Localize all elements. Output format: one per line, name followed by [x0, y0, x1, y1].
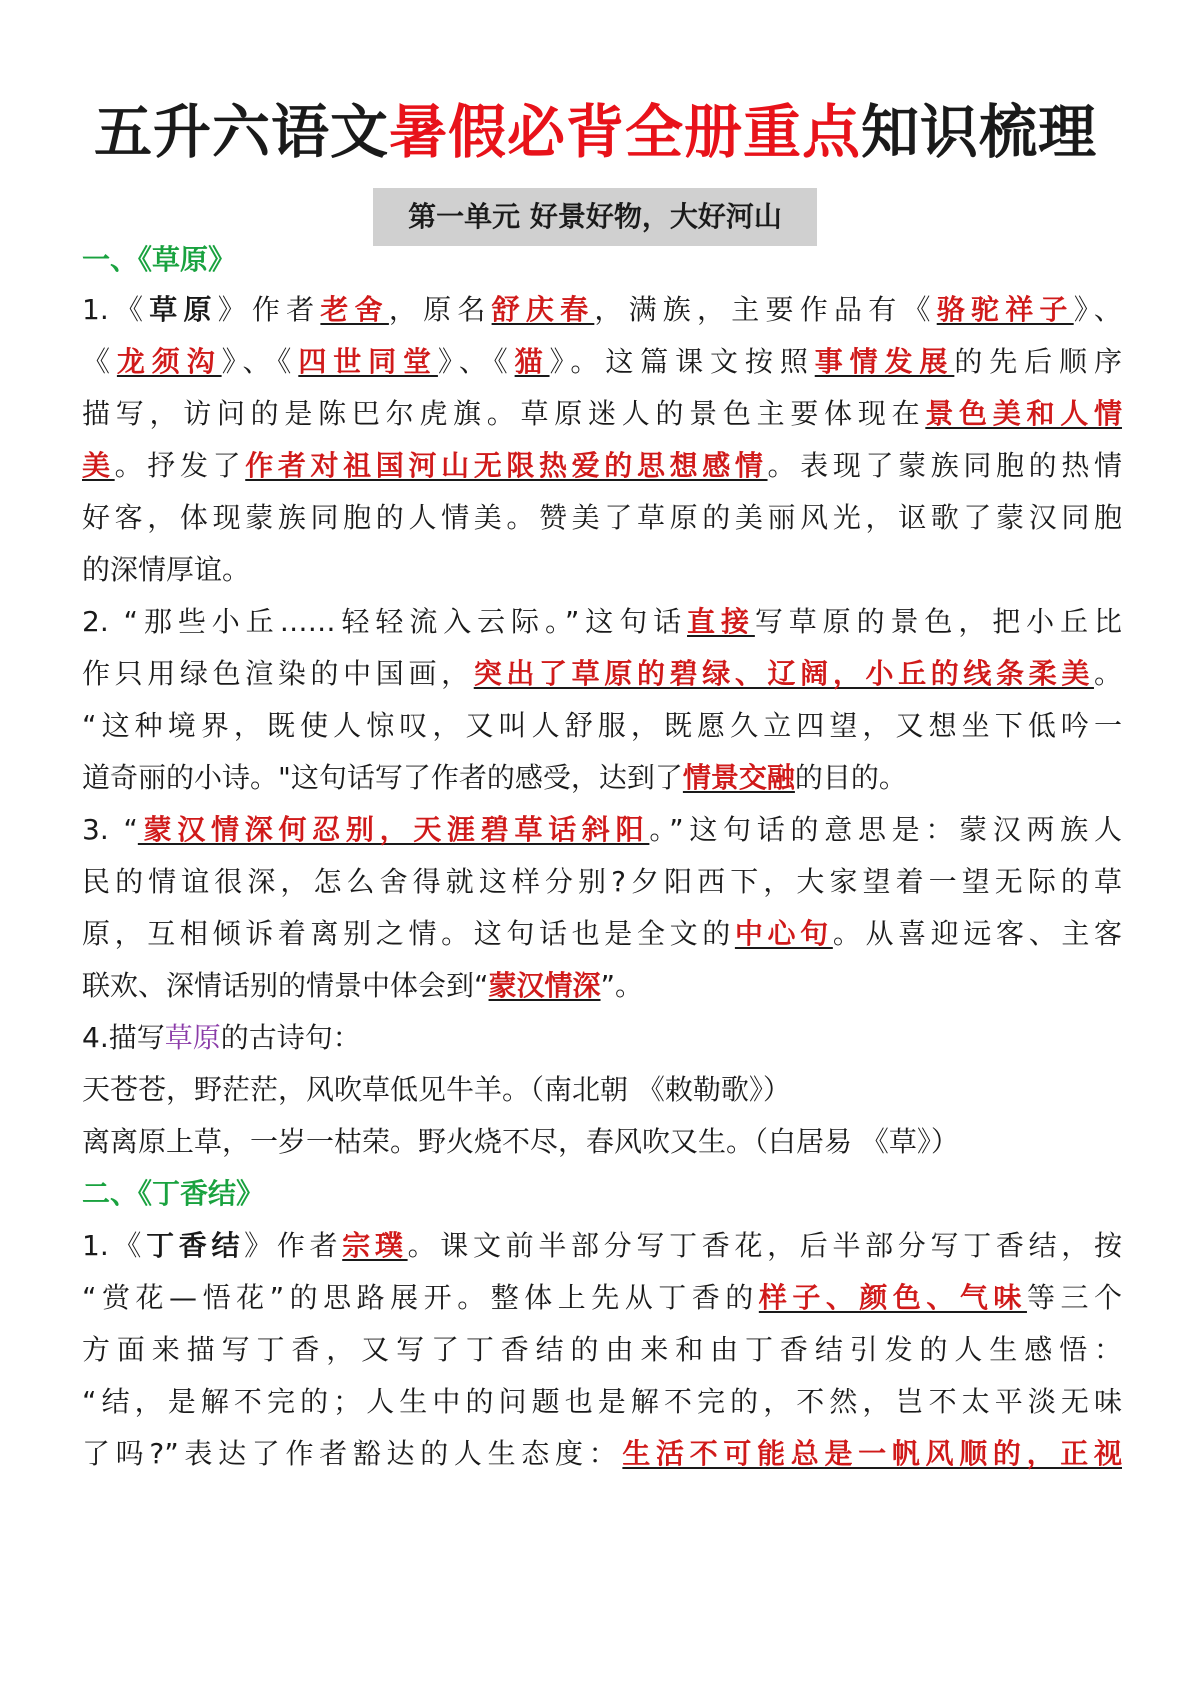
key-term: 生活不可能总是一帆风顺的，正视	[622, 1437, 1122, 1470]
key-term: 蒙汉情深何忍别，天涯碧草话斜阳	[137, 813, 650, 846]
text-segment: ”。	[600, 969, 644, 1002]
key-term: 作者对祖国河山无限热爱的思想感情	[245, 449, 768, 482]
text-segment: ，原名	[388, 293, 492, 326]
key-term: 直接	[687, 605, 755, 638]
key-term: 景色美和人情	[925, 397, 1122, 430]
text-line	[82, 1018, 1122, 1058]
text-segment: 了吗?”表达了作者豁达的人生态度：	[82, 1437, 623, 1470]
text-segment: 作只用绿色渲染的中国画，	[82, 657, 474, 690]
page-title	[0, 92, 1191, 172]
key-term: 老舍	[320, 293, 389, 326]
text-segment: 。抒发了	[114, 449, 246, 482]
text-segment: 写草原的景色，把小丘比	[754, 605, 1122, 638]
text-segment: 》。这篇课文按照	[549, 345, 815, 378]
text-line	[82, 810, 1122, 850]
key-term: 样子、颜色、气味	[758, 1281, 1027, 1314]
poem-line: 天苍苍，野茫茫，风吹草低见牛羊。（南北朝 《敕勒歌》）	[82, 1073, 791, 1106]
text-segment: 联欢、深情话别的情景中体会到“	[82, 969, 489, 1002]
text-line	[82, 394, 1122, 434]
text-line	[82, 914, 1122, 954]
text-segment: ，满族，主要作品有《	[594, 293, 937, 326]
text-segment: 的先后顺序	[954, 345, 1122, 378]
title-highlight: 暑假必背全册重点	[388, 98, 861, 166]
text-segment: 1.《	[82, 1229, 147, 1262]
text-line	[82, 1278, 1122, 1318]
key-term: 蒙汉情深	[488, 969, 601, 1002]
text-line	[82, 1434, 1122, 1474]
text-line	[82, 446, 1122, 486]
text-segment: 》、《	[437, 345, 515, 378]
text-segment: 道奇丽的小诗。"这句话写了作者的感受，达到了	[82, 761, 683, 794]
text-segment: “赏花—悟花”的思路展开。整体上先从丁香的	[82, 1281, 759, 1314]
key-term: 舒庆春	[491, 293, 595, 326]
text-line	[82, 966, 1122, 1006]
text-line	[82, 290, 1122, 330]
text-segment: 丁香结	[146, 1229, 245, 1262]
text-line: 方面来描写丁香，又写了丁香结的由来和由丁香结引发的人生感悟：	[82, 1333, 1122, 1366]
text-segment: 的古诗句：	[220, 1021, 361, 1054]
text-line: 好客，体现蒙族同胞的人情美。赞美了草原的美丽风光，讴歌了蒙汉同胞	[82, 501, 1122, 534]
key-term: 宗璞	[342, 1229, 408, 1262]
text-segment: 描写，访问的是陈巴尔虎旗。草原迷人的景色主要体现在	[82, 397, 926, 430]
text-segment: 。”这句话的意思是：蒙汉两族人	[649, 813, 1122, 846]
highlight-term: 草原	[164, 1021, 221, 1054]
text-segment: 》作者	[217, 293, 321, 326]
text-segment: 等三个	[1026, 1281, 1122, 1314]
text-line: “结，是解不完的；人生中的问题也是解不完的，不然，岂不太平淡无味	[82, 1385, 1122, 1418]
text-segment: 》作者	[244, 1229, 343, 1262]
text-segment: 。表现了蒙族同胞的热情	[767, 449, 1122, 482]
unit-banner: 第一单元 好景好物，大好河山	[373, 188, 817, 246]
text-segment: 。	[1093, 657, 1122, 690]
key-term: 龙须沟	[116, 345, 222, 378]
text-segment: 4.描写	[82, 1021, 165, 1054]
title-prefix: 五升六语文	[93, 98, 389, 166]
text-line	[82, 1226, 1122, 1266]
text-segment: 《	[82, 345, 117, 378]
poem-line: 离离原上草，一岁一枯荣。野火烧不尽，春风吹又生。（白居易 《草》）	[82, 1125, 959, 1158]
text-segment: 1.《	[82, 293, 150, 326]
text-segment: 。课文前半部分写丁香花，后半部分写丁香结，按	[407, 1229, 1122, 1262]
text-segment: 。从喜迎远客、主客	[832, 917, 1122, 950]
text-line: 的深情厚谊。	[82, 553, 251, 586]
key-term: 中心句	[734, 917, 833, 950]
text-segment: 的目的。	[794, 761, 907, 794]
title-suffix: 知识梳理	[861, 98, 1098, 166]
text-line	[82, 342, 1122, 382]
text-segment: 原，互相倾诉着离别之情。这句话也是全文的	[82, 917, 735, 950]
key-term: 美	[82, 449, 115, 482]
key-term: 骆驼祥子	[936, 293, 1074, 326]
text-line: 民的情谊很深，怎么舍得就这样分别?夕阳西下，大家望着一望无际的草	[82, 865, 1122, 898]
key-term: 突出了草原的碧绿、辽阔，小丘的线条柔美	[473, 657, 1094, 690]
text-line: “这种境界，既使人惊叹，又叫人舒服，既愿久立四望，又想坐下低吟一	[82, 709, 1122, 742]
text-line	[82, 758, 1122, 798]
key-term: 猫	[514, 345, 550, 378]
section-heading-caoyuan: 一、《草原》	[82, 243, 237, 276]
text-line	[82, 654, 1122, 694]
text-line	[82, 602, 1122, 642]
key-term: 四世同堂	[298, 345, 438, 378]
key-term: 事情发展	[814, 345, 955, 378]
text-segment: 》、	[1073, 293, 1122, 326]
text-segment: 2. “那些小丘……轻轻流入云际。”这句话	[82, 605, 688, 638]
text-segment: 草原	[149, 293, 218, 326]
key-term: 情景交融	[682, 761, 795, 794]
text-segment: 3. “	[82, 813, 138, 846]
section-heading-dingxiangjie: 二、《丁香结》	[82, 1177, 265, 1210]
text-segment: 》、《	[221, 345, 299, 378]
